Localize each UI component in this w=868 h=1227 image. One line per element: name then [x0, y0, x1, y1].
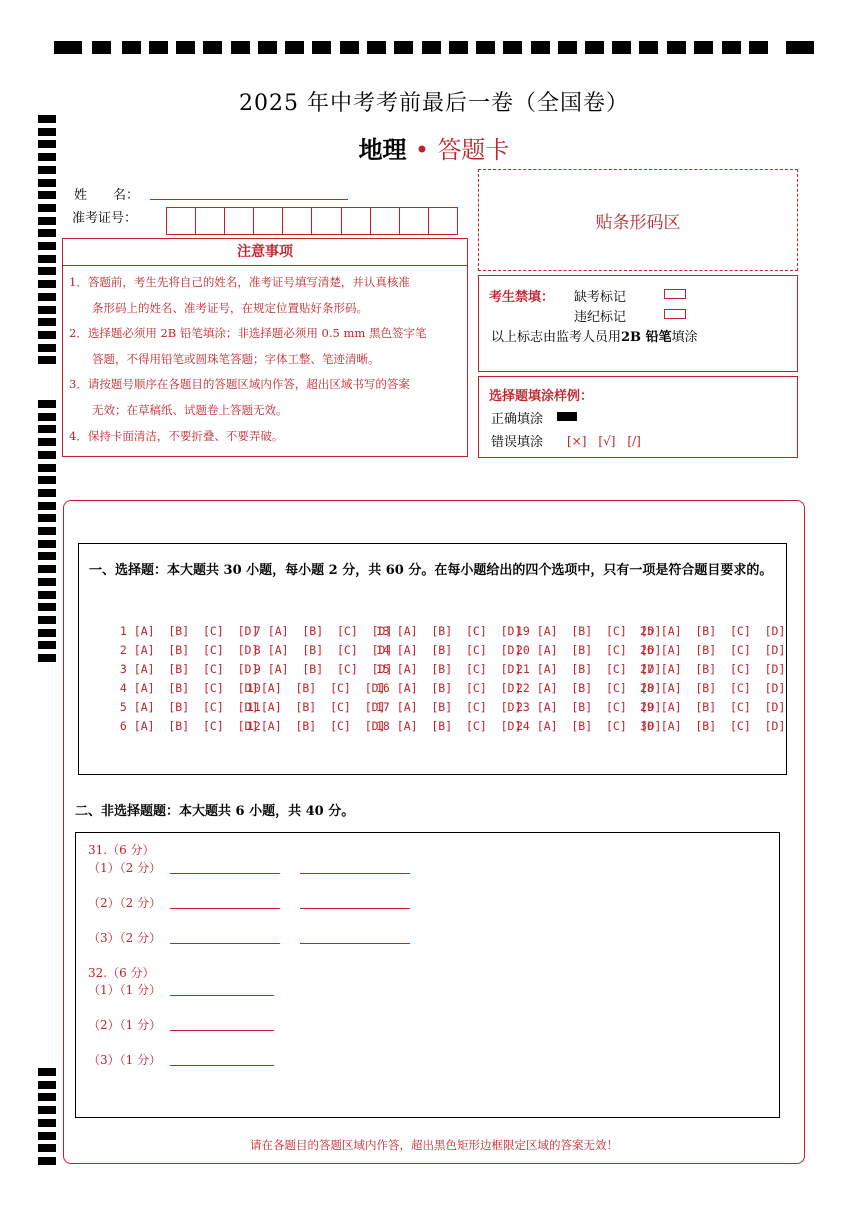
- timing-mark: [38, 179, 56, 187]
- timing-mark: [449, 41, 468, 54]
- timing-mark: [231, 41, 250, 54]
- timing-mark: [38, 344, 56, 352]
- timing-mark: [285, 41, 304, 54]
- timing-mark: [38, 565, 56, 573]
- forbidden-title: 考生禁填：: [489, 290, 555, 305]
- q31-1-answer-line-a[interactable]: [170, 873, 280, 874]
- absent-label: 缺考标记: [574, 290, 627, 305]
- notice-item: 答题，不得用铅笔或圆珠笔答题；字体工整、笔迹清晰。: [69, 351, 380, 366]
- timing-mark: [38, 616, 56, 624]
- q32-part-2: （2）（1 分）: [88, 1018, 162, 1032]
- timing-mark: [38, 1068, 56, 1076]
- exam-id-boxes[interactable]: [166, 207, 458, 235]
- timing-mark: [149, 41, 168, 54]
- timing-mark: [38, 293, 56, 301]
- top-timing-marks: [54, 41, 814, 55]
- timing-mark: [531, 41, 550, 54]
- notice-item: 4．保持卡面清洁，不要折叠、不要弄破。: [69, 428, 284, 443]
- mcq-column-2[interactable]: 7 [A] [B] [C] [D] 8 [A] [B] [C] [D] 9 [A] [B] [C] [D] 10[A] [B] [C] [D] 11[A] [B] [C] [D] 12[A] [B] [C] [D]: [247, 624, 393, 733]
- forbidden-fill-box: [478, 275, 798, 372]
- timing-mark: [38, 356, 56, 364]
- note-bold: 2B 铅笔: [621, 330, 672, 345]
- timing-mark: [394, 41, 413, 54]
- timing-mark: [38, 451, 56, 459]
- timing-mark: [38, 204, 56, 212]
- timing-mark: [38, 413, 56, 421]
- note-suffix: 填涂: [671, 330, 698, 345]
- timing-mark: [38, 527, 56, 535]
- timing-mark: [38, 1106, 56, 1114]
- q31-title: 31.（6 分）: [88, 843, 155, 857]
- timing-mark: [367, 41, 386, 54]
- mcq-column-3[interactable]: 13 [A] [B] [C] [D] 14 [A] [B] [C] [D] 15 [A] [B] [C] [D] 16 [A] [B] [C] [D] 17 [A] [B] [C] [D] 18 [A] [B] [C] [D]: [376, 624, 522, 733]
- timing-mark: [258, 41, 277, 54]
- mcq-column-1[interactable]: 1 [A] [B] [C] [D] 2 [A] [B] [C] [D] 3 [A] [B] [C] [D] 4 [A] [B] [C] [D] 5 [A] [B] [C] [D] 6 [A] [B] [C] [D]: [119, 624, 259, 733]
- example-title: 选择题填涂样例：: [489, 389, 594, 404]
- q32-title: 32.（6 分）: [88, 966, 155, 980]
- timing-mark: [38, 1093, 56, 1101]
- timing-mark: [667, 41, 686, 54]
- timing-mark: [786, 41, 814, 54]
- timing-mark: [38, 242, 56, 250]
- wrong-label: 错误填涂: [491, 435, 544, 450]
- id-label: 准考证号：: [72, 211, 138, 226]
- correct-fill-sample: [557, 412, 577, 421]
- timing-mark: [38, 1081, 56, 1089]
- note-prefix: 以上标志由监考人员用: [491, 330, 622, 345]
- timing-mark: [38, 654, 56, 662]
- violation-mark-box[interactable]: [664, 309, 686, 319]
- mcq-column-4[interactable]: 19 [A] [B] [C] [D] 20 [A] [B] [C] [D] 21 [A] [B] [C] [D] 22 [A] [B] [C] [D] 23 [A] [B] [C] [D] 24 [A] [B] [C] [D]: [516, 624, 662, 733]
- footer-warning: 请在各题目的答题区域内作答，超出黑色矩形边框限定区域的答案无效！: [250, 1138, 618, 1152]
- notice-item: 条形码上的姓名、准考证号，在规定位置贴好条形码。: [69, 300, 368, 315]
- violation-label: 违纪标记: [574, 310, 627, 325]
- timing-mark: [312, 41, 331, 54]
- notice-title: 注意事项: [63, 239, 467, 266]
- q31-part-3: （3）（2 分）: [88, 931, 162, 945]
- fill-example-box: [478, 376, 798, 458]
- timing-mark: [38, 1119, 56, 1127]
- q31-3-answer-line-b[interactable]: [300, 943, 410, 944]
- timing-mark: [38, 267, 56, 275]
- timing-mark: [38, 229, 56, 237]
- notice-item: 3．请按题号顺序在各题目的答题区域内作答，超出区域书写的答案: [69, 377, 410, 392]
- timing-mark: [38, 400, 56, 408]
- timing-mark: [38, 514, 56, 522]
- timing-mark: [38, 591, 56, 599]
- timing-mark: [38, 166, 56, 174]
- timing-mark: [38, 255, 56, 263]
- wrong-marks: [×] [√] [/]: [567, 434, 641, 448]
- timing-mark: [340, 41, 359, 54]
- notice-item: 无效；在草稿纸、试题卷上答题无效。: [69, 402, 288, 417]
- timing-mark: [176, 41, 195, 54]
- q31-1-answer-line-b[interactable]: [300, 873, 410, 874]
- timing-mark: [38, 603, 56, 611]
- timing-mark: [722, 41, 741, 54]
- card-subtitle: [0, 130, 868, 165]
- timing-mark: [38, 578, 56, 586]
- subject-name: 地理: [358, 135, 407, 164]
- q32-part-3: （3）（1 分）: [88, 1053, 162, 1067]
- mcq-header: 一、选择题：本大题共 30 小题，每小题 2 分，共 60 分。在每小题给出的四个选项中，只有一项是符合题目要求的。: [89, 563, 773, 578]
- timing-mark: [558, 41, 577, 54]
- timing-mark: [122, 41, 141, 54]
- notice-item: 1．答题前，考生先将自己的姓名，准考证号填写清楚，并认真核准: [69, 275, 410, 289]
- timing-mark: [38, 318, 56, 326]
- timing-mark: [38, 1157, 56, 1165]
- timing-mark: [38, 489, 56, 497]
- timing-mark: [639, 41, 658, 54]
- timing-mark: [54, 41, 82, 54]
- timing-mark: [694, 41, 713, 54]
- timing-mark: [38, 502, 56, 510]
- timing-mark: [38, 217, 56, 225]
- timing-mark: [38, 191, 56, 199]
- name-label: 姓 名：: [74, 188, 140, 203]
- q31-part-2: （2）（2 分）: [88, 896, 162, 910]
- title-dot: •: [414, 136, 430, 164]
- timing-mark: [503, 41, 522, 54]
- short-answer-box: [75, 832, 780, 1118]
- barcode-label: 贴条形码区: [595, 212, 681, 233]
- name-field[interactable]: [150, 199, 348, 200]
- timing-mark: [38, 464, 56, 472]
- timing-mark: [38, 540, 56, 548]
- nonmcq-header: 二、非选择题题：本大题共 6 小题，共 40 分。: [75, 804, 355, 819]
- timing-mark: [38, 641, 56, 649]
- correct-label: 正确填涂: [491, 412, 544, 427]
- mcq-column-5[interactable]: 25 [A] [B] [C] [D] 26 [A] [B] [C] [D] 27 [A] [B] [C] [D] 28 [A] [B] [C] [D] 29 [A] [B] [C] [D] 30 [A] [B] [C] [D]: [640, 624, 786, 733]
- q32-2-answer-line[interactable]: [170, 1030, 274, 1031]
- mcq-section: [78, 543, 787, 775]
- timing-mark: [38, 438, 56, 446]
- timing-mark: [38, 425, 56, 433]
- timing-mark: [38, 476, 56, 484]
- q32-part-1: （1）（1 分）: [88, 983, 162, 997]
- timing-mark: [422, 41, 441, 54]
- q32-1-answer-line[interactable]: [170, 995, 274, 996]
- timing-mark: [38, 331, 56, 339]
- q31-3-answer-line-a[interactable]: [170, 943, 280, 944]
- q31-2-answer-line-a[interactable]: [170, 908, 280, 909]
- timing-mark: [585, 41, 604, 54]
- notice-box: [62, 238, 468, 457]
- timing-mark: [749, 41, 768, 54]
- barcode-area: [478, 169, 798, 271]
- timing-mark: [38, 552, 56, 560]
- forbidden-note: [491, 326, 698, 345]
- timing-mark: [38, 280, 56, 288]
- absent-mark-box[interactable]: [664, 289, 686, 299]
- timing-mark: [38, 629, 56, 637]
- timing-mark: [38, 306, 56, 314]
- q32-3-answer-line[interactable]: [170, 1065, 274, 1066]
- page-title: 2025 年中考考前最后一卷（全国卷）: [239, 91, 629, 116]
- q31-2-answer-line-b[interactable]: [300, 908, 410, 909]
- timing-mark: [92, 41, 111, 54]
- timing-mark: [612, 41, 631, 54]
- timing-mark: [476, 41, 495, 54]
- answer-card-label: 答题卡: [437, 136, 510, 164]
- timing-mark: [203, 41, 222, 54]
- q31-part-1: （1）（2 分）: [88, 861, 162, 875]
- notice-item: 2．选择题必须用 2B 铅笔填涂；非选择题必须用 0.5 mm 黑色签字笔: [69, 326, 427, 341]
